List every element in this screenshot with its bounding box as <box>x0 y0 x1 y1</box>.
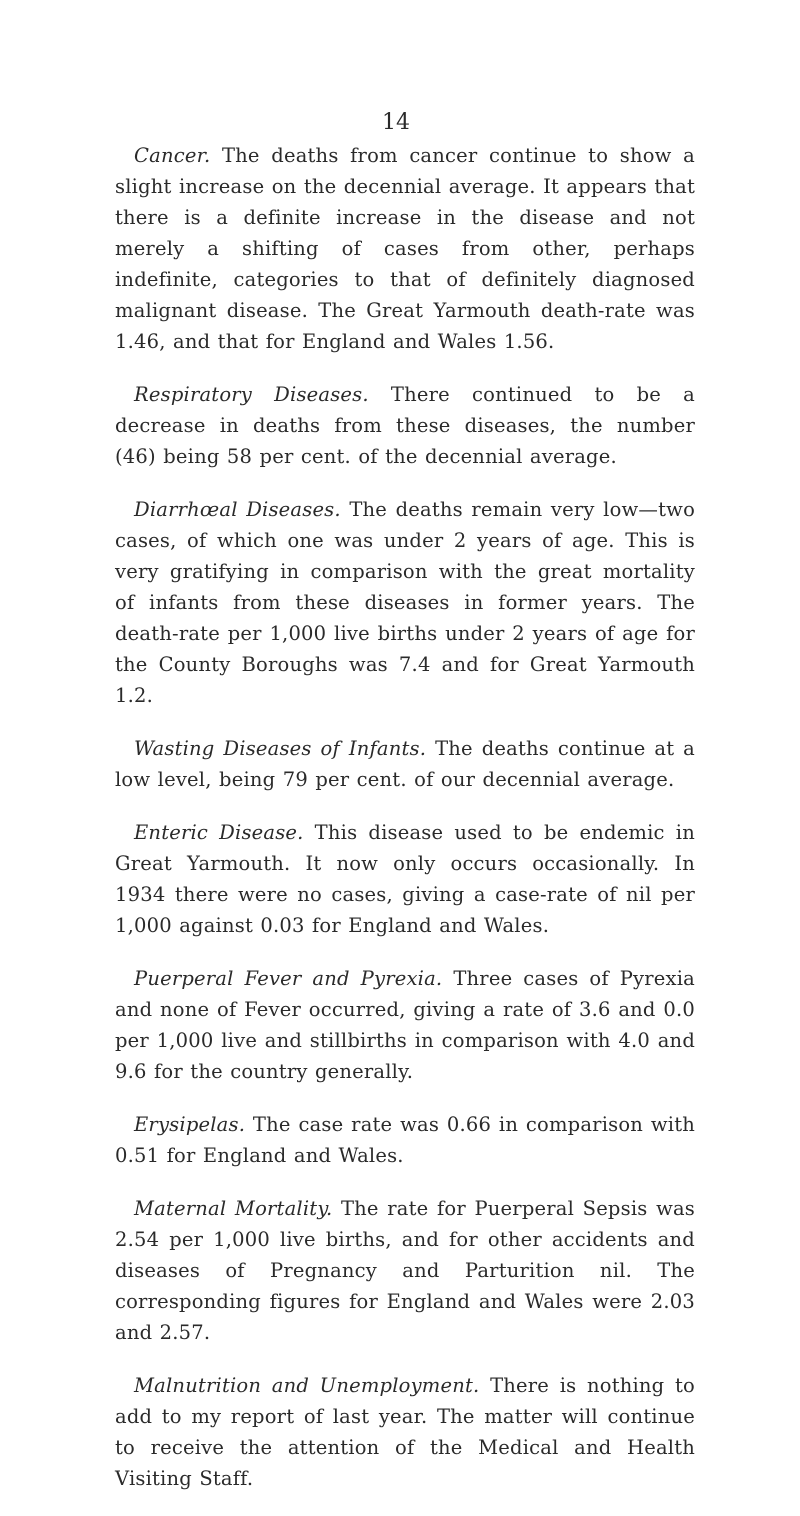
paragraph-heading: Puerperal Fever and Pyrexia. <box>134 967 443 990</box>
paragraph-text: The deaths continue at a low level, being 79 per cent. of our decennial average. <box>115 737 695 791</box>
paragraph-heading: Wasting Diseases of Infants. <box>134 737 427 760</box>
paragraph-text: There is nothing to add to my report of last year. The matter will continue to receive the attention of the Medical and Health Visiting Staff. <box>115 1374 695 1490</box>
paragraph-text: Three cases of Pyrexia and none of Fever occurred, giving a rate of 3.6 and 0.0 per 1,000 live and stillbirths in comparison with 4.0 and 9.6 for the country generally. <box>115 967 695 1083</box>
paragraph-heading: Malnutrition and Unemployment. <box>134 1374 480 1397</box>
paragraph-heading: Enteric Disease. <box>134 821 304 844</box>
paragraph-text: This disease used to be endemic in Great Yarmouth. It now only occurs occasionally. In 1934 there were no cases, giving a case-rate of nil per 1,000 against 0.03 for England and Wales. <box>115 821 695 937</box>
paragraph-malnutrition <box>115 1370 695 1494</box>
paragraph-cancer <box>115 140 695 357</box>
paragraph-heading: Diarrhœal Diseases. <box>134 498 341 521</box>
paragraph-text: The case rate was 0.66 in comparison with 0.51 for England and Wales. <box>115 1113 695 1167</box>
paragraph-text: The deaths from cancer continue to show a slight increase on the decennial average. It appears that there is a definite increase in the disease and not merely a shifting of cases from other, perhaps indefinite, categories to that of definitely diagnosed malignant disease. The Great Yarmouth death-rate was 1.46, and that for England and Wales 1.56. <box>115 144 695 353</box>
paragraph-wasting-diseases <box>115 733 695 795</box>
paragraph-maternal-mortality <box>115 1193 695 1348</box>
paragraph-text: The deaths remain very low—two cases, of which one was under 2 years of age. This is very gratifying in comparison with the great mortality of infants from these diseases in former years. The death-rate per 1,000 live births under 2 years of age for the County Boroughs was 7.4 and for Great Yarmouth 1.2. <box>115 498 696 707</box>
body-text <box>115 140 695 1516</box>
paragraph-respiratory-diseases <box>115 379 695 472</box>
paragraph-enteric-disease <box>115 817 695 941</box>
paragraph-heading: Respiratory Diseases. <box>134 383 369 406</box>
paragraph-heading: Erysipelas. <box>134 1113 246 1136</box>
paragraph-puerperal-fever <box>115 963 695 1087</box>
paragraph-diarrhoeal-diseases <box>115 494 695 711</box>
page-number: 14 <box>382 110 410 135</box>
paragraph-heading: Maternal Mortality. <box>134 1197 333 1220</box>
paragraph-text: There continued to be a decrease in deaths from these diseases, the number (46) being 58 per cent. of the decennial average. <box>115 383 695 468</box>
paragraph-heading: Cancer. <box>134 144 211 167</box>
paragraph-erysipelas <box>115 1109 695 1171</box>
paragraph-text: The rate for Puerperal Sepsis was 2.54 per 1,000 live births, and for other accidents and diseases of Pregnancy and Parturition nil. The corresponding figures for England and Wales were 2.03 and 2.57. <box>115 1197 695 1344</box>
